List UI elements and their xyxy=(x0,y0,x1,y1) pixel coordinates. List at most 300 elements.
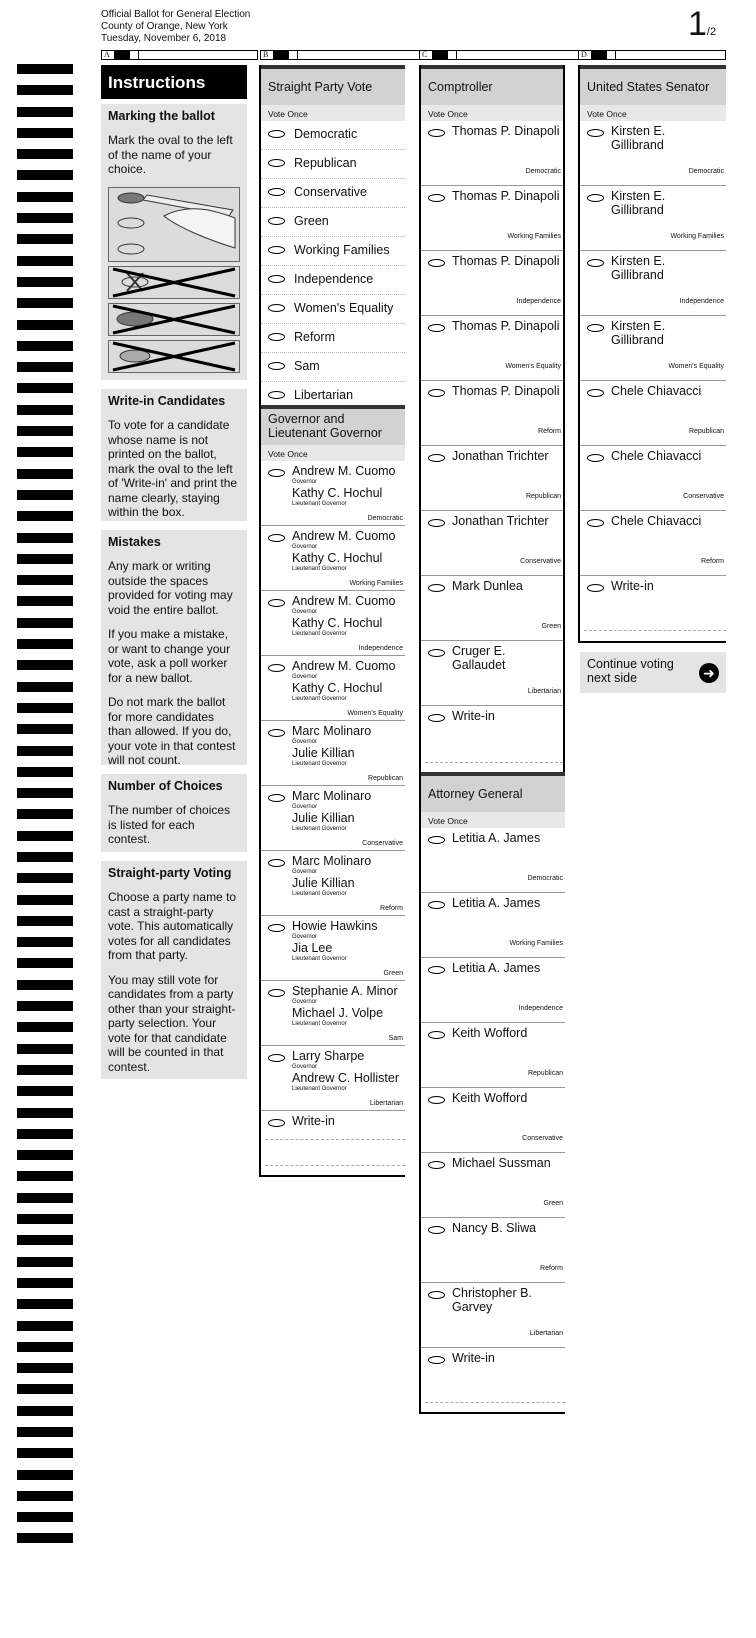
governor-ticket[interactable] xyxy=(261,591,405,656)
candidate-name: Thomas P. Dinapoli xyxy=(452,319,560,333)
vote-oval[interactable] xyxy=(268,275,285,283)
governor-ticket[interactable] xyxy=(261,786,405,851)
timing-mark xyxy=(17,1129,73,1139)
candidate-row[interactable] xyxy=(580,186,726,251)
vote-oval[interactable] xyxy=(428,259,445,267)
timing-mark xyxy=(17,958,73,968)
candidate-name: Mark Dunlea xyxy=(452,579,523,593)
write-in-label: Write-in xyxy=(452,1351,495,1365)
candidate-row[interactable] xyxy=(421,828,565,893)
candidate-row[interactable] xyxy=(421,576,563,641)
candidate-name: Thomas P. Dinapoli xyxy=(452,189,560,203)
lieutenant-governor-role-label: Lieutenant Governor xyxy=(292,501,347,507)
party-label: Reform xyxy=(701,558,724,565)
timing-mark xyxy=(17,128,73,138)
straight-text-2: You may still vote for candidates from a party other than your straight-party selection. Your vote for that candidate will be counted in that contest. xyxy=(108,972,236,1074)
candidate-name: Cruger E. Gallaudet xyxy=(452,644,506,672)
party-label: Reform xyxy=(380,905,403,912)
timing-mark xyxy=(17,1533,73,1543)
governor-name: Andrew M. Cuomo xyxy=(292,659,396,673)
party-name: Green xyxy=(294,214,329,228)
vote-oval[interactable] xyxy=(428,1096,445,1104)
timing-mark xyxy=(17,383,73,393)
ballot-header xyxy=(101,9,250,45)
vote-oval[interactable] xyxy=(428,966,445,974)
comptroller-title: Comptroller xyxy=(421,65,563,105)
vote-oval[interactable] xyxy=(428,649,445,657)
straight-party-option[interactable] xyxy=(261,121,405,150)
continue-voting-notice xyxy=(580,652,726,693)
timing-mark xyxy=(17,1406,73,1416)
candidate-name: Jonathan Trichter xyxy=(452,449,549,463)
wrong-mark-overfill-illustration xyxy=(108,303,240,336)
column-bar-tick xyxy=(615,51,616,59)
vote-oval[interactable] xyxy=(428,1161,445,1169)
timing-mark xyxy=(17,639,73,649)
candidate-row[interactable] xyxy=(421,1218,565,1283)
timing-mark xyxy=(17,746,73,756)
vote-oval[interactable] xyxy=(428,901,445,909)
column-bar-c xyxy=(419,50,579,60)
vote-oval[interactable] xyxy=(268,130,285,138)
party-label: Working Families xyxy=(509,940,563,947)
attorney-general-vote-rule: Vote Once xyxy=(421,812,565,828)
timing-mark xyxy=(17,1044,73,1054)
timing-mark xyxy=(17,107,73,117)
candidate-name: Keith Wofford xyxy=(452,1026,528,1040)
timing-mark xyxy=(17,767,73,777)
timing-mark xyxy=(17,533,73,543)
timing-marks xyxy=(17,64,73,1555)
timing-mark xyxy=(17,192,73,202)
timing-mark xyxy=(17,1491,73,1501)
marking-heading: Marking the ballot xyxy=(108,109,215,123)
write-in-label: Write-in xyxy=(611,579,654,593)
straight-party-option[interactable] xyxy=(261,353,405,382)
party-name: Women's Equality xyxy=(294,301,394,315)
candidate-row[interactable] xyxy=(421,121,563,186)
governor-role-label: Governor xyxy=(292,609,318,615)
lieutenant-governor-name: Andrew C. Hollister xyxy=(292,1071,399,1085)
timing-mark xyxy=(17,298,73,308)
lieutenant-governor-name: Kathy C. Hochul xyxy=(292,616,383,630)
candidate-name: Letitia A. James xyxy=(452,896,541,910)
lieutenant-governor-role-label: Lieutenant Governor xyxy=(292,566,347,572)
party-label: Republican xyxy=(527,1070,563,1077)
vote-oval[interactable] xyxy=(587,519,604,527)
party-label: Conservative xyxy=(683,493,724,500)
governor-name: Andrew M. Cuomo xyxy=(292,594,396,608)
governor-name: Marc Molinaro xyxy=(292,854,372,868)
party-label: Women's Equality xyxy=(668,363,724,370)
timing-mark xyxy=(17,618,73,628)
timing-mark xyxy=(17,1022,73,1032)
governor-role-label: Governor xyxy=(292,479,318,485)
party-label: Republican xyxy=(367,775,403,782)
vote-oval[interactable] xyxy=(428,454,445,462)
candidate-row[interactable] xyxy=(421,381,563,446)
vote-oval[interactable] xyxy=(268,469,285,477)
candidate-name: Thomas P. Dinapoli xyxy=(452,384,560,398)
lieutenant-governor-role-label: Lieutenant Governor xyxy=(292,631,347,637)
attorney-general-candidates xyxy=(421,828,565,1348)
candidate-row[interactable] xyxy=(421,316,563,381)
write-in-line xyxy=(425,1402,565,1403)
lieutenant-governor-role-label: Lieutenant Governor xyxy=(292,1086,347,1092)
party-label: Women's Equality xyxy=(347,710,403,717)
straight-party-options xyxy=(261,121,405,411)
straight-party-option[interactable] xyxy=(261,295,405,324)
timing-mark xyxy=(17,554,73,564)
party-label: Independence xyxy=(679,298,724,305)
party-label: Green xyxy=(543,1200,563,1207)
vote-oval[interactable] xyxy=(587,129,604,137)
party-label: Democratic xyxy=(367,515,403,522)
straight-party-vote-rule: Vote Once xyxy=(261,105,405,121)
candidate-name: Thomas P. Dinapoli xyxy=(452,254,560,268)
governor-ticket[interactable] xyxy=(261,1046,405,1111)
lieutenant-governor-role-label: Lieutenant Governor xyxy=(292,956,347,962)
governor-role-label: Governor xyxy=(292,674,318,680)
column-bar-tick xyxy=(456,51,457,59)
timing-mark xyxy=(17,788,73,798)
timing-mark xyxy=(17,703,73,713)
candidate-name: Keith Wofford xyxy=(452,1091,528,1105)
column-letter-d: D xyxy=(581,50,587,59)
number-of-choices-instructions xyxy=(101,774,247,852)
straight-text-1: Choose a party name to cast a straight-party vote. This automatically votes for all candidates from that party. xyxy=(108,890,237,962)
page-number xyxy=(688,4,716,52)
vote-oval[interactable] xyxy=(428,1226,445,1234)
party-label: Libertarian xyxy=(527,688,561,695)
governor-role-label: Governor xyxy=(292,1064,318,1070)
candidate-row[interactable] xyxy=(421,1283,565,1348)
vote-oval[interactable] xyxy=(268,924,285,932)
party-label: Conservative xyxy=(522,1135,563,1142)
choices-text: The number of choices is listed for each contest. xyxy=(108,803,231,846)
party-name: Reform xyxy=(294,330,335,344)
candidate-name: Michael Sussman xyxy=(452,1156,551,1170)
timing-mark xyxy=(17,895,73,905)
timing-mark xyxy=(17,490,73,500)
governor-ticket[interactable] xyxy=(261,656,405,721)
candidate-name: Kirsten E. Gillibrand xyxy=(611,254,666,282)
candidate-row[interactable] xyxy=(580,121,726,186)
party-name: Working Families xyxy=(294,243,390,257)
party-label: Green xyxy=(541,623,561,630)
vote-oval[interactable] xyxy=(268,534,285,542)
candidate-row[interactable] xyxy=(580,446,726,511)
page-current: 1 xyxy=(688,5,707,43)
vote-oval[interactable] xyxy=(268,246,285,254)
candidate-row[interactable] xyxy=(580,511,726,576)
governor-ticket[interactable] xyxy=(261,461,405,526)
mistakes-text-2: If you make a mistake, or want to change your vote, ask a poll worker for a new ballot. xyxy=(108,627,231,685)
timing-mark xyxy=(17,1193,73,1203)
vote-oval[interactable] xyxy=(268,729,285,737)
attorney-general-write-in[interactable] xyxy=(421,1348,565,1414)
governor-vote-rule: Vote Once xyxy=(261,445,405,461)
candidate-name: Kirsten E. Gillibrand xyxy=(611,124,666,152)
lieutenant-governor-role-label: Lieutenant Governor xyxy=(292,891,347,897)
mistakes-instructions xyxy=(101,530,247,765)
choices-heading: Number of Choices xyxy=(108,779,223,793)
mistakes-heading: Mistakes xyxy=(108,535,161,549)
timing-mark xyxy=(17,1001,73,1011)
straight-heading: Straight-party Voting xyxy=(108,866,232,880)
timing-mark xyxy=(17,660,73,670)
vote-oval[interactable] xyxy=(428,1031,445,1039)
straight-party-instructions xyxy=(101,861,247,1079)
vote-oval[interactable] xyxy=(268,989,285,997)
candidate-row[interactable] xyxy=(421,1153,565,1218)
party-name: Conservative xyxy=(294,185,367,199)
vote-oval[interactable] xyxy=(268,599,285,607)
writein-heading: Write-in Candidates xyxy=(108,394,226,408)
party-label: Working Families xyxy=(670,233,724,240)
party-label: Democratic xyxy=(525,168,561,175)
timing-mark xyxy=(17,1278,73,1288)
party-name: Independence xyxy=(294,272,374,286)
column-bar-mark xyxy=(591,51,607,59)
party-name: Democratic xyxy=(294,127,358,141)
timing-mark xyxy=(17,1299,73,1309)
candidate-name: Letitia A. James xyxy=(452,831,541,845)
governor-name: Andrew M. Cuomo xyxy=(292,464,396,478)
vote-oval[interactable] xyxy=(428,129,445,137)
lieutenant-governor-name: Jia Lee xyxy=(292,941,333,955)
party-label: Reform xyxy=(538,428,561,435)
page-total: /2 xyxy=(706,26,717,38)
candidate-row[interactable] xyxy=(421,893,565,958)
governor-ticket[interactable] xyxy=(261,526,405,591)
column-letter-a: A xyxy=(104,50,110,59)
party-name: Republican xyxy=(294,156,357,170)
timing-mark xyxy=(17,234,73,244)
wrong-mark-partial-illustration xyxy=(108,340,240,373)
column-bar-tick xyxy=(138,51,139,59)
comptroller-contest xyxy=(419,65,565,772)
write-in-line xyxy=(265,1139,405,1140)
candidate-name: Letitia A. James xyxy=(452,961,541,975)
governor-ticket[interactable] xyxy=(261,981,405,1046)
vote-oval[interactable] xyxy=(268,333,285,341)
governor-contest xyxy=(259,405,405,1177)
governor-role-label: Governor xyxy=(292,999,318,1005)
vote-oval[interactable] xyxy=(268,159,285,167)
candidate-name: Kirsten E. Gillibrand xyxy=(611,319,666,347)
governor-ticket[interactable] xyxy=(261,851,405,916)
senator-title: United States Senator xyxy=(580,65,726,105)
timing-mark xyxy=(17,362,73,372)
governor-write-in[interactable] xyxy=(261,1111,405,1171)
governor-ticket[interactable] xyxy=(261,721,405,786)
lieutenant-governor-role-label: Lieutenant Governor xyxy=(292,1021,347,1027)
party-label: Reform xyxy=(540,1265,563,1272)
straight-party-option[interactable] xyxy=(261,208,405,237)
vote-oval[interactable] xyxy=(268,391,285,399)
timing-mark xyxy=(17,1257,73,1267)
timing-mark xyxy=(17,831,73,841)
column-bar-mark xyxy=(114,51,130,59)
timing-mark xyxy=(17,1108,73,1118)
timing-mark xyxy=(17,1065,73,1075)
senator-write-in[interactable] xyxy=(580,576,726,642)
timing-mark xyxy=(17,724,73,734)
party-label: Sam xyxy=(388,1035,403,1042)
lieutenant-governor-name: Kathy C. Hochul xyxy=(292,681,383,695)
vote-oval[interactable] xyxy=(428,324,445,332)
vote-oval[interactable] xyxy=(428,389,445,397)
party-label: Women's Equality xyxy=(505,363,561,370)
party-label: Green xyxy=(383,970,403,977)
write-in-label: Write-in xyxy=(452,709,495,723)
governor-ticket[interactable] xyxy=(261,916,405,981)
timing-mark xyxy=(17,1448,73,1458)
straight-party-option[interactable] xyxy=(261,324,405,353)
timing-mark xyxy=(17,1512,73,1522)
party-label: Independence xyxy=(518,1005,563,1012)
comptroller-write-in[interactable] xyxy=(421,706,563,774)
party-name: Libertarian xyxy=(294,388,354,402)
vote-oval[interactable] xyxy=(268,664,285,672)
candidate-row[interactable] xyxy=(421,958,565,1023)
timing-mark xyxy=(17,149,73,159)
senator-vote-rule: Vote Once xyxy=(580,105,726,121)
party-label: Democratic xyxy=(527,875,563,882)
comptroller-candidates xyxy=(421,121,563,706)
vote-oval[interactable] xyxy=(428,519,445,527)
straight-party-title: Straight Party Vote xyxy=(261,65,405,105)
candidate-row[interactable] xyxy=(421,446,563,511)
timing-mark xyxy=(17,341,73,351)
candidate-row[interactable] xyxy=(580,381,726,446)
governor-role-label: Governor xyxy=(292,869,318,875)
party-label: Independence xyxy=(358,645,403,652)
vote-oval[interactable] xyxy=(587,324,604,332)
timing-mark xyxy=(17,809,73,819)
governor-role-label: Governor xyxy=(292,934,318,940)
governor-name: Marc Molinaro xyxy=(292,724,372,738)
party-label: Republican xyxy=(525,493,561,500)
vote-oval[interactable] xyxy=(428,584,445,592)
timing-mark xyxy=(17,426,73,436)
lieutenant-governor-role-label: Lieutenant Governor xyxy=(292,826,347,832)
straight-party-option[interactable] xyxy=(261,150,405,179)
vote-oval[interactable] xyxy=(587,454,604,462)
governor-role-label: Governor xyxy=(292,544,318,550)
vote-oval[interactable] xyxy=(428,194,445,202)
timing-mark xyxy=(17,575,73,585)
lieutenant-governor-name: Julie Killian xyxy=(292,876,355,890)
vote-oval[interactable] xyxy=(587,194,604,202)
continue-label: Continue voting next side xyxy=(587,657,674,685)
candidate-name: Chele Chiavacci xyxy=(611,449,702,463)
vote-oval[interactable] xyxy=(268,362,285,370)
candidate-row[interactable] xyxy=(421,1023,565,1088)
column-bar-a xyxy=(101,50,258,60)
timing-mark xyxy=(17,1214,73,1224)
straight-party-option[interactable] xyxy=(261,179,405,208)
candidate-row[interactable] xyxy=(580,251,726,316)
lieutenant-governor-role-label: Lieutenant Governor xyxy=(292,696,347,702)
write-in-oval[interactable] xyxy=(587,584,604,592)
party-name: Sam xyxy=(294,359,320,373)
column-bar-tick xyxy=(297,51,298,59)
governor-name: Stephanie A. Minor xyxy=(292,984,398,998)
timing-mark xyxy=(17,511,73,521)
timing-mark xyxy=(17,1470,73,1480)
senator-candidates xyxy=(580,121,726,576)
timing-mark xyxy=(17,447,73,457)
party-label: Democratic xyxy=(688,168,724,175)
write-in-line xyxy=(425,762,563,763)
attorney-general-title: Attorney General xyxy=(421,772,565,812)
candidate-row[interactable] xyxy=(421,511,563,576)
column-bar-b xyxy=(260,50,420,60)
write-in-oval[interactable] xyxy=(428,1356,445,1364)
vote-oval[interactable] xyxy=(268,859,285,867)
timing-mark xyxy=(17,1086,73,1096)
candidate-name: Nancy B. Sliwa xyxy=(452,1221,537,1235)
candidate-name: Christopher B. Garvey xyxy=(452,1286,532,1314)
governor-name: Andrew M. Cuomo xyxy=(292,529,396,543)
vote-oval[interactable] xyxy=(268,794,285,802)
correct-mark-illustration xyxy=(108,187,240,262)
timing-mark xyxy=(17,1171,73,1181)
candidate-row[interactable] xyxy=(421,186,563,251)
lieutenant-governor-name: Kathy C. Hochul xyxy=(292,551,383,565)
lieutenant-governor-name: Julie Killian xyxy=(292,746,355,760)
straight-party-option[interactable] xyxy=(261,237,405,266)
straight-party-contest xyxy=(259,65,405,405)
header-line-1: Official Ballot for General Election xyxy=(101,9,251,20)
lieutenant-governor-role-label: Lieutenant Governor xyxy=(292,761,347,767)
write-in-oval[interactable] xyxy=(428,714,445,722)
candidate-row[interactable] xyxy=(421,641,563,706)
timing-mark xyxy=(17,1235,73,1245)
vote-oval[interactable] xyxy=(268,217,285,225)
candidate-row[interactable] xyxy=(421,1088,565,1153)
party-label: Conservative xyxy=(520,558,561,565)
candidate-row[interactable] xyxy=(421,251,563,316)
party-label: Conservative xyxy=(362,840,403,847)
candidate-row[interactable] xyxy=(580,316,726,381)
vote-oval[interactable] xyxy=(268,188,285,196)
timing-mark xyxy=(17,405,73,415)
mistakes-text-3: Do not mark the ballot for more candidates than allowed. If you do, your vote in that contest will not count. xyxy=(108,695,236,767)
vote-oval[interactable] xyxy=(428,836,445,844)
candidate-name: Jonathan Trichter xyxy=(452,514,549,528)
governor-name: Marc Molinaro xyxy=(292,789,372,803)
timing-mark xyxy=(17,682,73,692)
straight-party-option[interactable] xyxy=(261,266,405,295)
lieutenant-governor-name: Julie Killian xyxy=(292,811,355,825)
timing-mark xyxy=(17,469,73,479)
vote-oval[interactable] xyxy=(268,304,285,312)
vote-oval[interactable] xyxy=(268,1054,285,1062)
timing-mark xyxy=(17,170,73,180)
governor-name: Howie Hawkins xyxy=(292,919,378,933)
write-in-line xyxy=(584,630,726,631)
party-label: Libertarian xyxy=(529,1330,563,1337)
vote-oval[interactable] xyxy=(587,389,604,397)
timing-mark xyxy=(17,1363,73,1373)
vote-oval[interactable] xyxy=(428,1291,445,1299)
timing-mark xyxy=(17,852,73,862)
write-in-oval[interactable] xyxy=(268,1119,285,1127)
vote-oval[interactable] xyxy=(587,259,604,267)
